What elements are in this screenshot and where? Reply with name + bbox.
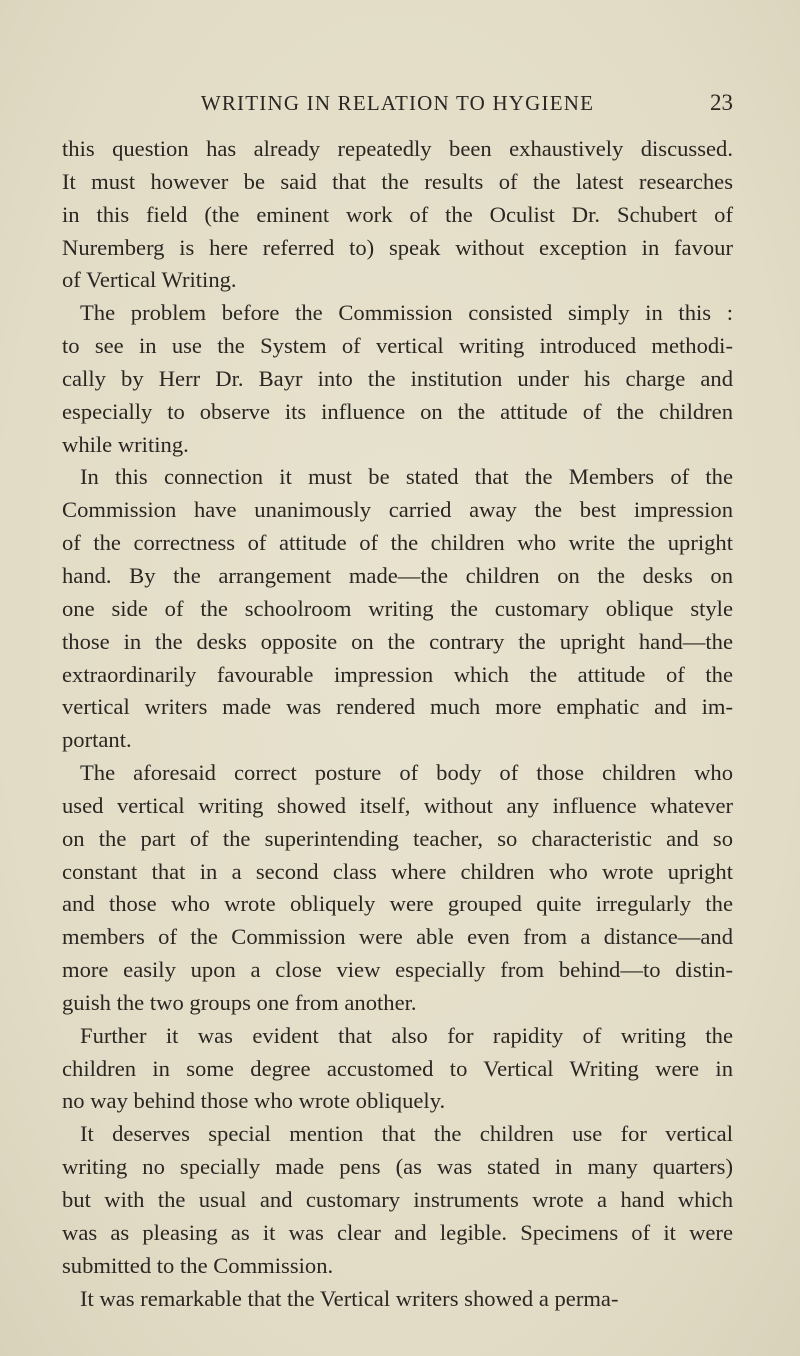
text-line: one side of the schoolroom writing the customary oblique style	[62, 595, 733, 621]
text-line: on the part of the superintending teacher, so characteristic and so	[62, 825, 733, 851]
text-line: children in some degree accustomed to Vertical Writing were in	[62, 1055, 733, 1081]
text-line: Nuremberg is here referred to) speak without exception in favour	[62, 234, 733, 260]
text-line: writing no specially made pens (as was stated in many quarters)	[62, 1154, 733, 1180]
text-line: no way behind those who wrote obliquely.	[62, 1088, 446, 1114]
text-line: in this field (the eminent work of the Oculist Dr. Schubert of	[62, 201, 733, 227]
text-line: especially to observe its influence on the attitude of the children	[62, 398, 733, 424]
text-line: this question has already repeatedly been exhaustively discussed.	[62, 136, 733, 161]
text-line: In this connection it must be stated that the Members of the	[80, 464, 733, 490]
text-line: but with the usual and customary instruments wrote a hand which	[62, 1187, 733, 1212]
text-line: It must however be said that the results of the latest researches	[62, 168, 733, 194]
body-text	[62, 133, 733, 1315]
text-line: vertical writers made was rendered much more emphatic and im-	[62, 694, 733, 720]
text-line: while writing.	[62, 431, 189, 457]
text-line: The aforesaid correct posture of body of those children who	[80, 760, 733, 786]
text-line: It deserves special mention that the children use for vertical	[80, 1121, 733, 1147]
text-line: extraordinarily favourable impression which the attitude of the	[62, 661, 733, 687]
text-line: of Vertical Writing.	[62, 267, 237, 293]
text-line: It was remarkable that the Vertical writers showed a perma-	[80, 1285, 619, 1311]
running-title: WRITING IN RELATION TO HYGIENE	[200, 91, 595, 115]
text-line: Commission have unanimously carried away the best impression	[62, 497, 733, 523]
text-line: of the correctness of attitude of the children who write the upright	[62, 530, 733, 556]
text-line: to see in use the System of vertical writing introduced methodi-	[62, 333, 733, 359]
text-line: hand. By the arrangement made—the children on the desks on	[62, 562, 733, 588]
text-line: members of the Commission were able even from a distance—and	[62, 924, 733, 950]
text-line: Further it was evident that also for rapidity of writing the	[80, 1022, 733, 1048]
running-head	[62, 86, 733, 120]
text-line: guish the two groups one from another.	[62, 989, 417, 1015]
text-line: portant.	[62, 727, 132, 753]
text-line: submitted to the Commission.	[62, 1252, 334, 1278]
text-line: more easily upon a close view especially from behind—to distin-	[62, 957, 733, 983]
text-line: those in the desks opposite on the contrary the upright hand—the	[62, 628, 733, 654]
text-line: used vertical writing showed itself, without any influence whatever	[62, 792, 733, 818]
text-line: and those who wrote obliquely were grouped quite irregularly the	[62, 891, 733, 917]
text-line: cally by Herr Dr. Bayr into the institution under his charge and	[62, 365, 733, 391]
text-line: constant that in a second class where children who wrote upright	[62, 858, 733, 884]
text-line: was as pleasing as it was clear and legible. Specimens of it were	[62, 1219, 733, 1245]
text-line: The problem before the Commission consisted simply in this :	[80, 300, 733, 326]
page-number: 23	[710, 90, 733, 115]
